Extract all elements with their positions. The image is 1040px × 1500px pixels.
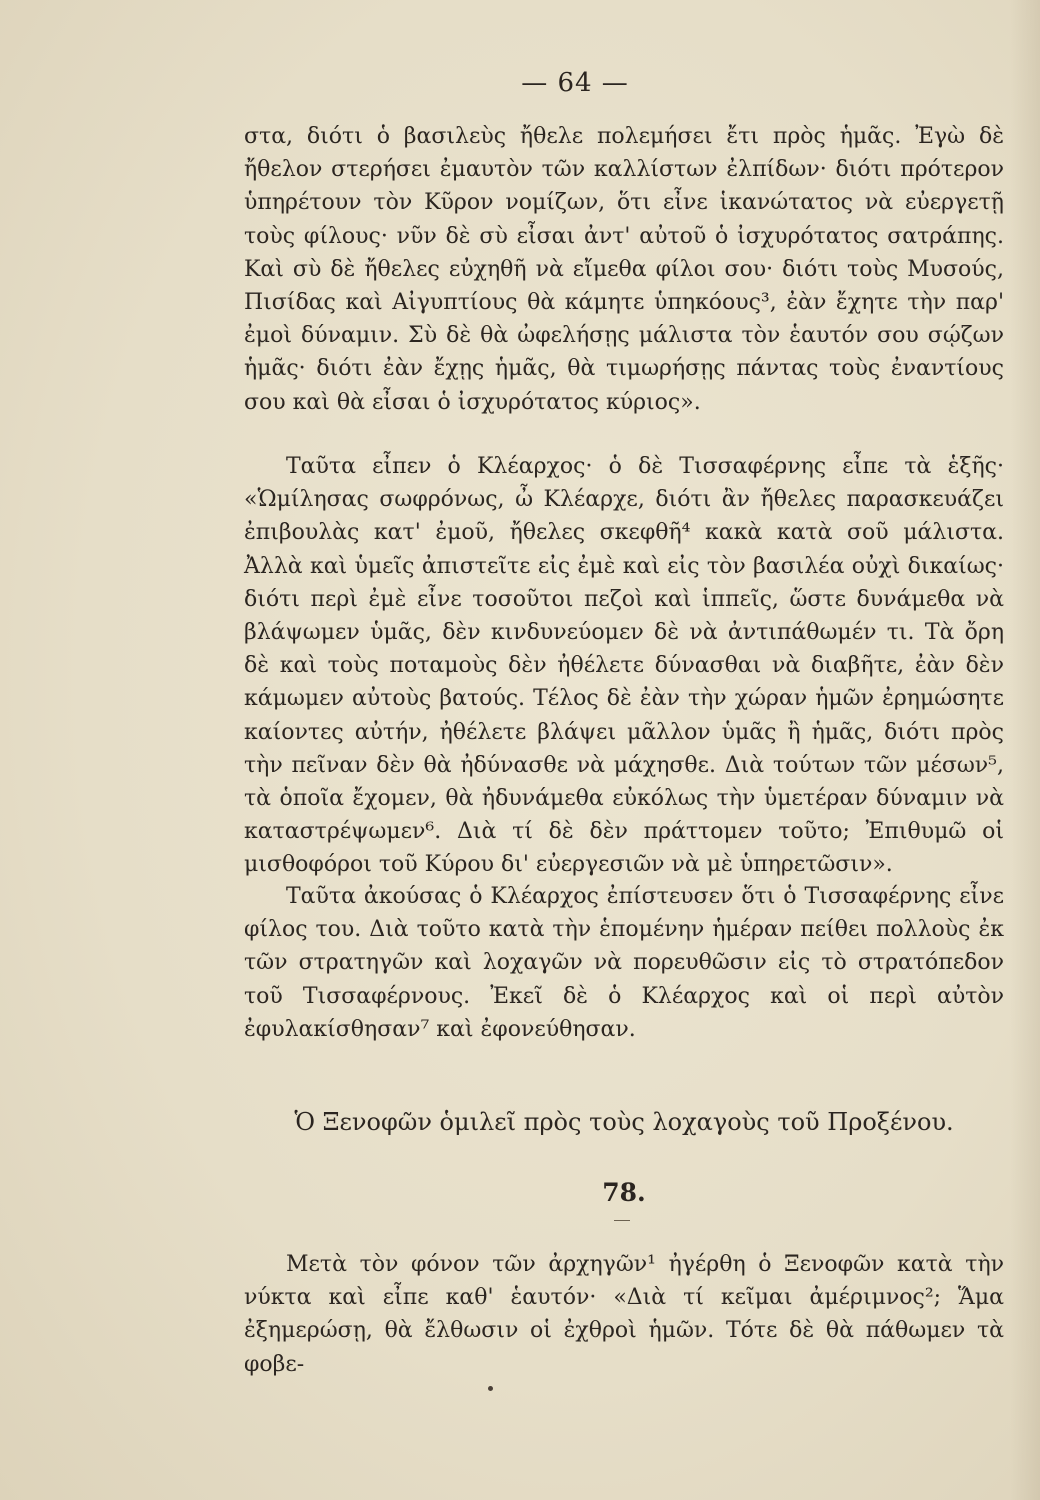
- section-number: 78.: [602, 1178, 646, 1207]
- section-divider: [614, 1220, 630, 1221]
- paragraph-continuation: στα, διότι ὁ βασιλεὺς ἤθελε πολεμήσει ἔτι πρὸς ἡμᾶς. Ἐγὼ δὲ ἤθελον στερήσει ἐμαυτὸν τῶν καλλίστων ἐλπίδων· διότι πρότερον ὑπηρέτουν τὸν Κῦρον νομίζων, ὅτι εἶνε ἱκανώτατος νὰ εὐεργετῇ τοὺς φίλους· νῦν δὲ σὺ εἶσαι ἀντ' αὐτοῦ ὁ ἰσχυρότατος σατράπης. Καὶ σὺ δὲ ἤθελες εὐχηθῆ νὰ εἴμεθα φίλοι σου· διότι τοὺς Μυσούς, Πισίδας καὶ Αἰγυπτίους θὰ κάμητε ὑπηκόους³, ἐὰν ἔχητε τὴν παρ' ἐμοὶ δύναμιν. Σὺ δὲ θὰ ὠφελήσῃς μάλιστα τὸν ἑαυτόν σου σῴζων ἡμᾶς· διότι ἐὰν ἔχῃς ἡμᾶς, θὰ τιμωρήσῃς πάντας τοὺς ἐναντίους σου καὶ θὰ εἶσαι ὁ ἰσχυρότατος κύριος».: [244, 124, 1004, 415]
- section-heading: Ὁ Ξενοφῶν ὁμιλεῖ πρὸς τοὺς λοχαγοὺς τοῦ Προξένου.: [294, 1108, 954, 1136]
- paragraph-xenophon-awakens: Μετὰ τὸν φόνον τῶν ἀρχηγῶν¹ ἠγέρθη ὁ Ξενοφῶν κατὰ τὴν νύκτα καὶ εἶπε καθ' ἑαυτόν· «Διὰ τί κεῖμαι ἀμέριμνος²; Ἅμα ἐξημερώσῃ, θὰ ἔλθωσιν οἱ ἐχθροὶ ἡμῶν. Τότε δὲ θὰ πάθωμεν τὰ φοβε-: [244, 1252, 1004, 1377]
- page-gutter-shadow: [1010, 0, 1040, 1500]
- paragraph-tissaphernes-reply: Ταῦτα εἶπεν ὁ Κλέαρχος· ὁ δὲ Τισσαφέρνης εἶπε τὰ ἑξῆς· «Ὡμίλησας σωφρόνως, ὦ Κλέαρχε, διότι ἂν ἤθελες παρασκευάζει ἐπιβουλὰς κατ' ἐμοῦ, ἤθελες σκεφθῆ⁴ κακὰ κατὰ σοῦ μάλιστα. Ἀλλὰ καὶ ὑμεῖς ἀπιστεῖτε εἰς ἐμὲ καὶ εἰς τὸν βασιλέα οὐχὶ δικαίως· διότι περὶ ἐμὲ εἶνε τοσοῦτοι πεζοὶ καὶ ἱππεῖς, ὥστε δυνάμεθα νὰ βλάψωμεν ὑμᾶς, δὲν κινδυνεύομεν δὲ νὰ ἀντιπάθωμέν τι. Τὰ ὄρη δὲ καὶ τοὺς ποταμοὺς δὲν ἠθέλετε δύνασθαι νὰ διαβῆτε, ἐὰν δὲν κάμωμεν αὐτοὺς βατούς. Τέλος δὲ ἐὰν τὴν χώραν ἡμῶν ἐρημώσητε καίοντες αὐτήν, ἠθέλετε βλάψει μᾶλλον ὑμᾶς ἢ ἡμᾶς, διότι πρὸς τὴν πεῖναν δὲν θὰ ἠδύνασθε νὰ μάχησθε. Διὰ τούτων τῶν μέσων⁵, τὰ ὁποῖα ἔχομεν, θὰ ἠδυνάμεθα εὐκόλως τὴν ὑμετέραν δύναμιν νὰ καταστρέψωμεν⁶. Διὰ τί δὲ δὲν πράττομεν τοῦτο; Ἐπιθυμῶ οἱ μισθοφόροι τοῦ Κύρου δι' εὐεργεσιῶν νὰ μὲ ὑπηρετῶσιν».: [244, 454, 1004, 878]
- ink-speck: [488, 1386, 493, 1391]
- paragraph-clearchus-arrest: Ταῦτα ἀκούσας ὁ Κλέαρχος ἐπίστευσεν ὅτι ὁ Τισσαφέρνης εἶνε φίλος του. Διὰ τοῦτο κατὰ τὴν ἑπομένην ἡμέραν πείθει πολλοὺς ἐκ τῶν στρατηγῶν καὶ λοχαγῶν νὰ πορευθῶσιν εἰς τὸ στρατόπεδον τοῦ Τισσαφέρνους. Ἐκεῖ δὲ ὁ Κλέαρχος καὶ οἱ περὶ αὐτὸν ἐφυλακίσθησαν⁷ καὶ ἐφονεύθησαν.: [244, 884, 1004, 1042]
- page-number: — 64 —: [521, 68, 629, 98]
